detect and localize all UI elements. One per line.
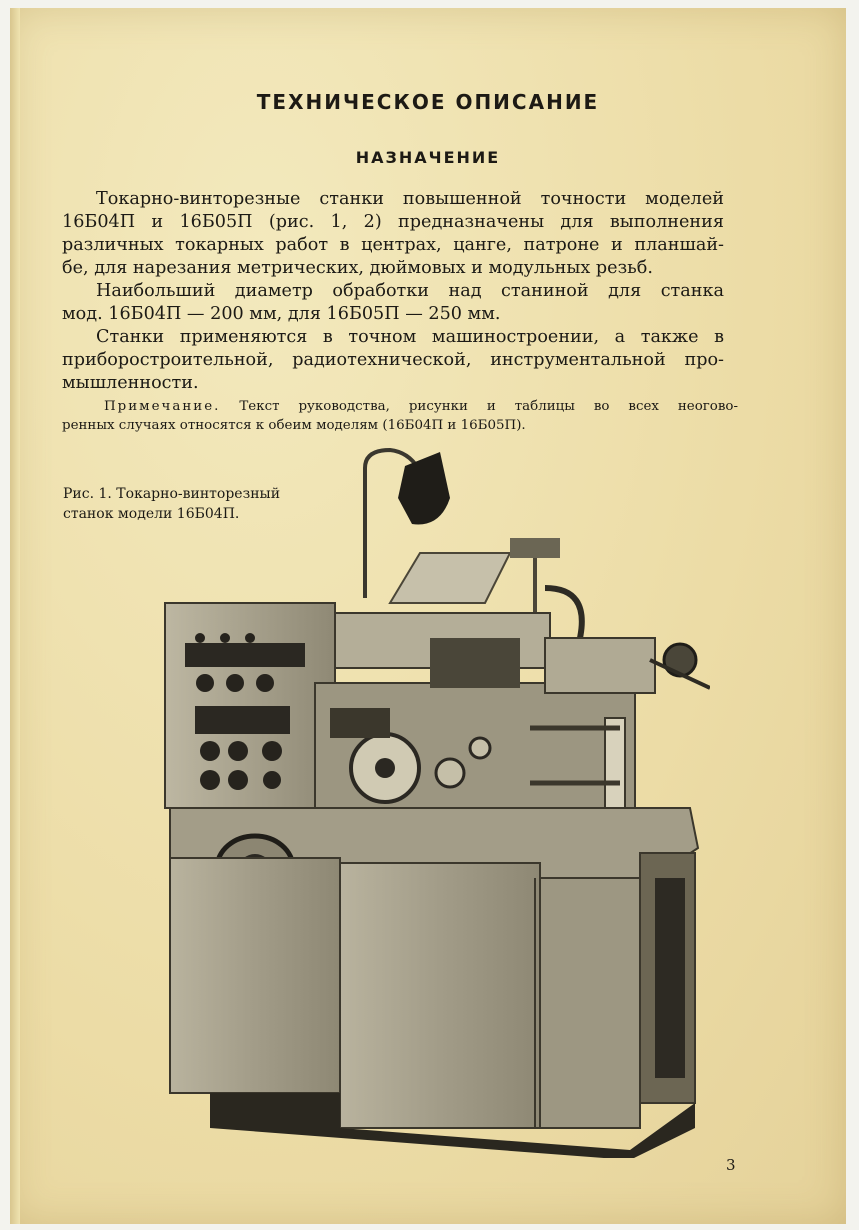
page-title: ТЕХНИЧЕСКОЕ ОПИСАНИЕ [256, 90, 600, 114]
caption-line: Рис. 1. Токарно-винторезный [63, 486, 281, 502]
document-page [10, 8, 846, 1224]
page-spine [10, 8, 20, 1224]
paragraph-line: различных токарных работ в центрах, цанге, патроне и планшай- [62, 235, 724, 255]
note-line: ренных случаях относятся к обеим моделям (16Б04П и 16Б05П). [62, 418, 526, 433]
note-line [62, 397, 738, 416]
section-title: НАЗНАЧЕНИЕ [355, 148, 501, 167]
paragraph-line: 16Б04П и 16Б05П (рис. 1, 2) предназначены для выполнения [62, 212, 724, 232]
paragraph-line: мод. 16Б04П — 200 мм, для 16Б05П — 250 мм. [62, 304, 501, 324]
paragraph-line: Станки применяются в точном машиностроении, а также в [96, 327, 724, 347]
paragraph-line: бе, для нарезания метрических, дюймовых и модульных резьб. [62, 258, 653, 278]
page-number: 3 [726, 1156, 736, 1174]
note-text: Текст руководства, рисунки и таблицы во всех неогово- [239, 399, 738, 414]
paragraph-line: приборостроительной, радиотехнической, инструментальной про- [62, 350, 724, 370]
paragraph-line: мышленности. [62, 373, 199, 393]
lathe-illustration [150, 438, 710, 1158]
paragraph-line: Наибольший диаметр обработки над станиной для станка [96, 281, 724, 301]
paragraph-line: Токарно-винторезные станки повышенной точности моделей [96, 189, 724, 209]
note-label: Примечание. [104, 399, 221, 414]
caption-line: станок модели 16Б04П. [63, 506, 240, 522]
